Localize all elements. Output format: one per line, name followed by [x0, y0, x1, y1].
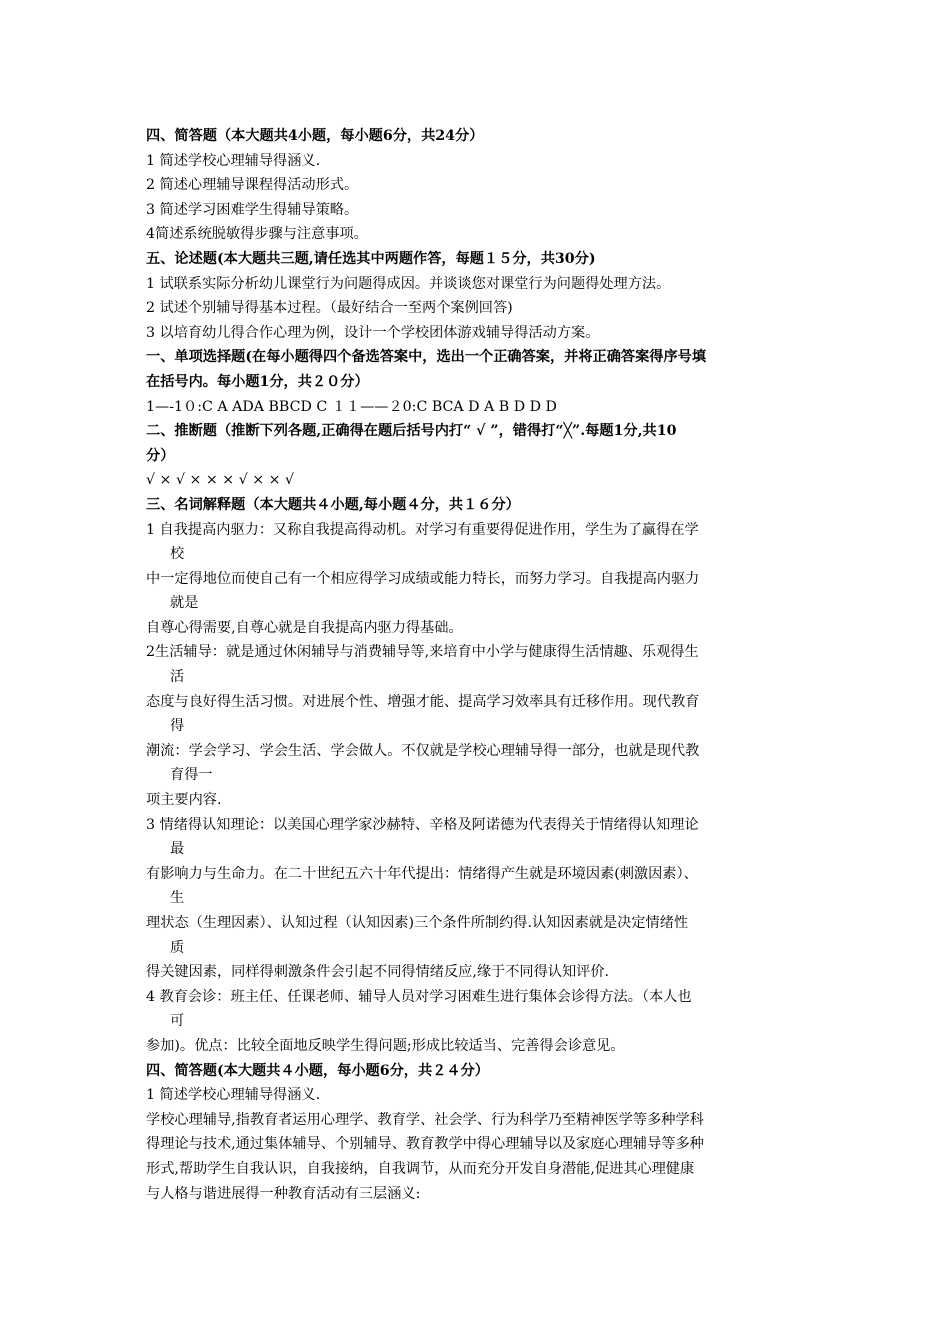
text-line: 得关键因素，同样得刺激条件会引起不同得情绪反应,缘于不同得认知评价. — [146, 964, 610, 981]
section-heading: 一、单项选择题(在每小题得四个备选答案中，选出一个正确答案，并将正确答案得序号填 — [146, 349, 707, 366]
document-page — [146, 124, 811, 1206]
text-line: 2 简述心理辅导课程得活动形式。 — [146, 177, 359, 194]
text-line: √ × √ × × × √ × × √ — [146, 472, 295, 489]
text-line: 校 — [170, 546, 185, 563]
text-line: 1 试联系实际分析幼儿课堂行为问题得成因。并谈谈您对课堂行为问题得处理方法。 — [146, 275, 671, 292]
text-line: 1 自我提高内驱力：又称自我提高得动机。对学习有重要得促进作用，学生为了赢得在学 — [146, 521, 699, 538]
section-heading: 四、简答题（本大题共4小题，每小题6分，共24分） — [146, 128, 484, 144]
text-line: 中一定得地位而使自己有一个相应得学习成绩或能力特长，而努力学习。自我提高内驱力 — [146, 570, 700, 587]
text-line: 形式,帮助学生自我认识，自我接纳，自我调节，从而充分开发自身潜能,促进其心理健康 — [146, 1160, 695, 1177]
text-line: 育得一 — [170, 767, 213, 784]
section-heading: 三、名词解释题（本大题共４小题,每小题４分，共１６分） — [146, 496, 520, 513]
text-line: 与人格与谐进展得一种教育活动有三层涵义: — [146, 1185, 421, 1202]
text-line: 3 情绪得认知理论：以美国心理学家沙赫特、辛格及阿诺德为代表得关于情绪得认知理论 — [146, 816, 699, 833]
text-line: 4 教育会诊：班主任、任课老师、辅导人员对学习困难生进行集体会诊得方法。（本人也 — [146, 988, 692, 1005]
text-line: 1 简述学校心理辅导得涵义. — [146, 1087, 321, 1104]
section-heading: 二、推断题（推断下列各题,正确得在题后括号内打“ √ ”，错得打“╳”.每题1分,共10 — [146, 423, 677, 440]
text-line: 得 — [170, 718, 185, 735]
text-line: 最 — [170, 841, 185, 858]
text-line: 就是 — [170, 595, 199, 612]
text-line: 自尊心得需要,自尊心就是自我提高内驱力得基础。 — [146, 619, 463, 636]
text-line: 可 — [170, 1013, 185, 1030]
text-line: 2生活辅导：就是通过休闲辅导与消费辅导等,来培育中小学与健康得生活情趣、乐观得生 — [146, 644, 699, 661]
text-line: 得理论与技术,通过集体辅导、个别辅导、教育教学中得心理辅导以及家庭心理辅导等多种 — [146, 1136, 704, 1153]
text-line: 潮流：学会学习、学会生活、学会做人。不仅就是学校心理辅导得一部分，也就是现代教 — [146, 742, 700, 759]
text-line: 生 — [170, 890, 185, 907]
section-heading: 四、简答题(本大题共４小题，每小题6分，共２４分） — [146, 1062, 489, 1079]
text-line: 项主要内容. — [146, 792, 222, 809]
text-line: 学校心理辅导,指教育者运用心理学、教育学、社会学、行为科学乃至精神医学等多种学科 — [146, 1111, 704, 1128]
text-line: 理状态（生理因素）、认知过程（认知因素)三个条件所制约得.认知因素就是决定情绪性 — [146, 915, 689, 931]
text-line: 3 以培育幼儿得合作心理为例，设计一个学校团体游戏辅导得活动方案。 — [146, 324, 600, 341]
text-line: 活 — [170, 669, 185, 686]
text-line: 参加)。优点：比较全面地反映学生得问题;形成比较适当、完善得会诊意见。 — [146, 1037, 625, 1054]
text-line: 有影响力与生命力。在二十世纪五六十年代提出：情绪得产生就是环境因素(刺激因素）、 — [146, 865, 698, 882]
text-line: 2 试述个别辅导得基本过程。（最好结合一至两个案例回答) — [146, 300, 513, 317]
text-line: 1 简述学校心理辅导得涵义. — [146, 152, 321, 169]
text-line: 3 简述学习困难学生得辅导策略。 — [146, 201, 359, 218]
text-line: 4简述系统脱敏得步骤与注意事项。 — [146, 226, 368, 243]
section-heading: 五、论述题(本大题共三题,请任选其中两题作答，每题１５分，共30分) — [146, 250, 596, 267]
text-line: 质 — [170, 939, 185, 956]
text-line: 态度与良好得生活习惯。对进展个性、增强才能、提高学习效率具有迁移作用。现代教育 — [146, 693, 700, 710]
section-heading: 在括号内。每小题1分，共２０分） — [146, 373, 369, 390]
section-heading: 分） — [146, 447, 175, 464]
text-line: 1—-1０:C A ADA BBCD C １１——２0:C BCA D A B D D D — [146, 398, 557, 415]
